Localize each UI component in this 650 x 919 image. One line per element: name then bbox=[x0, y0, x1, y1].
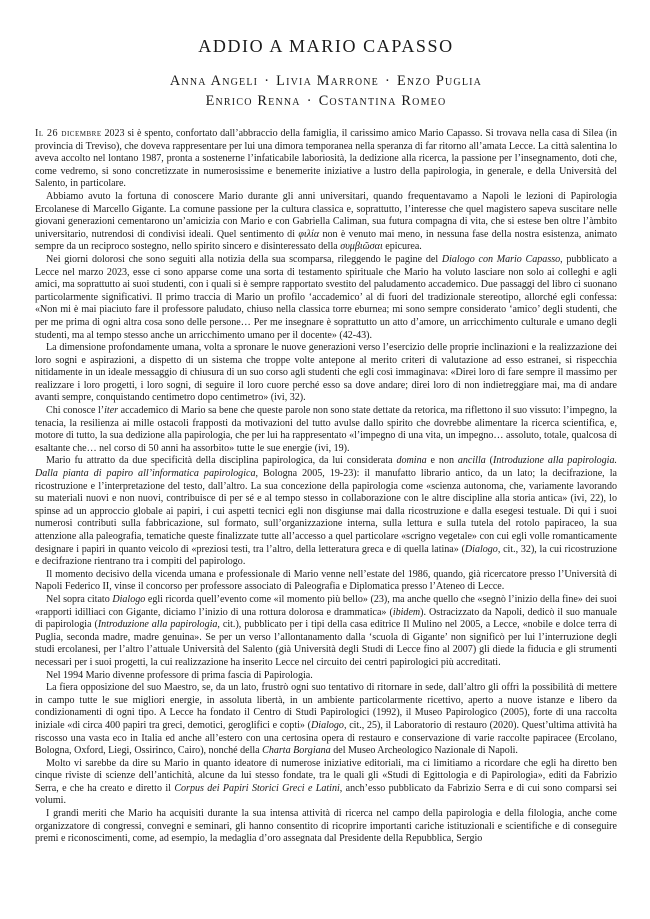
article-title: ADDIO A MARIO CAPASSO bbox=[198, 36, 454, 56]
text-run: , cit., 32), la cui ricostruzione e decifrazione rientrano tra i compiti del papirologo. bbox=[35, 543, 617, 568]
text-run: , cit., 25), il Laboratorio di restauro (2020). Quest’ultima attività ha riscosso una vasta eco in Italia ed anche all’estero con una certosina opera di restauro e conservazione di varie raccolte papiracee (Ercolano, Bologna, Oxford, Liegi, Ossirinco, Cairo), nonché della bbox=[35, 719, 617, 757]
paragraph bbox=[35, 670, 617, 683]
paragraph bbox=[35, 191, 617, 254]
italic-text: συμβιῶσαι bbox=[340, 241, 383, 253]
italic-text: domina bbox=[396, 455, 427, 467]
paragraph bbox=[35, 758, 617, 808]
text-run: Nel 1994 Mario divenne professore di prima fascia di Papirologia. bbox=[46, 669, 313, 681]
author-line-2 bbox=[35, 91, 617, 111]
paragraph bbox=[35, 405, 617, 455]
text-run: , pubblicato a Lecce nel marzo 2023, esse ci sono apparse come una sorta di testamento spirituale che Mario ha voluto lasciare non solo ai colleghi e agli amici, ma soprattutto ai suoi studenti, con i quali si è sempre rapportato svestito del paludamento accademico. Due passaggi del libro ci suonano particolarmente significativi. Il primo traccia di Mario un profilo ‘accademico’ al di fuori del tradizionale stereotipo, allorché egli confessa: «Non mi è mai piaciuto fare il professore paludato, chiuso nella classica torre eburnea; mi sono sempre considerato ‘amico’ degli studenti, che per me prima di ogni altra cosa sono delle persone… Per me insegnare è soprattutto un atto d’amore, un arricchimento culturale e umano degli studenti, ma al tempo stesso anche un arricchimento umano per il docente» (42-43). bbox=[35, 253, 617, 341]
text-run: ( bbox=[485, 455, 494, 467]
text-run: Chi conosce l’ bbox=[46, 405, 105, 417]
author-line-1 bbox=[35, 71, 617, 91]
text-run: del Museo Archeologico Nazionale di Napoli. bbox=[330, 745, 518, 757]
text-run: , anch’esso pubblicato da Fabrizio Serra e di cui sono comparsi sei volumi. bbox=[35, 782, 618, 807]
paragraph bbox=[35, 808, 617, 846]
author-list bbox=[35, 71, 617, 111]
italic-text: ibidem bbox=[392, 606, 421, 618]
article-body bbox=[35, 128, 617, 846]
text-run: La dimensione profondamente umana, volta a spronare le nuove generazioni verso l’esercizio delle proprie inclinazioni e la realizzazione dei loro sogni e aspirazioni, a dispetto di un sistema che troppe volte antepone al merito criteri di valutazione ad esso estranei, si rispecchia nitidamente in un ideale messaggio di chiusura di un suo corso agli studenti che egli così immaginava: «Direi loro di fare sempre il massimo per realizzare i loro progetti, i loro sogni, di seguire il loro cuore perché esso sa dove andare; direi loro di non indietreggiare mai, ma di andare avanti sempre, conquistando centimetro dopo centimetro» (ivi, 32). bbox=[35, 342, 617, 404]
paragraph bbox=[35, 682, 617, 758]
text-run: Mario fu attratto da due specificità della disciplina papirologica, da lui considerata bbox=[46, 455, 397, 467]
italic-text: iter bbox=[104, 405, 119, 417]
author-separator: · bbox=[385, 73, 391, 89]
text-run: , cit.), pubblicato per i tipi della casa editrice Il Mulino nel 2005, a Lecce, «nobile e dolce terra di Puglia, seconda madre, madre genuina». Se per un verso l’allontanamento dalla ‘scuola di Gigante’ non significò per lui l’interruzione degli studi ercolanesi, per l’altro l’attuale Università del Salento (già Università degli Studi di Lecce fino al 2007) gli diede la fiducia e gli strumenti necessari per i suoi progetti, la cui realizzazione ha inserito Lecce nel circuito dei centri papirologici più accreditati. bbox=[35, 619, 617, 668]
italic-text: Dialogo bbox=[311, 719, 344, 731]
author-name: Costantina Romeo bbox=[318, 93, 447, 109]
text-run: non è venuto mai meno, in nessuna fase della nostra esistenza, animato sempre da un reciproco sostegno, nello spirito sincero e disinteressato della bbox=[35, 228, 617, 253]
text-run: Nei giorni dolorosi che sono seguiti alla notizia della sua scomparsa, rileggendo le pagine del bbox=[46, 253, 442, 265]
author-separator: · bbox=[306, 93, 313, 109]
author-name: Enrico Renna bbox=[205, 93, 301, 109]
italic-text: Dialogo con Mario Capasso bbox=[441, 253, 561, 265]
text-run: epicurea. bbox=[382, 241, 422, 253]
text-run: , Bologna 2005, 19-23): il manufatto librario antico, da un lato; la decifrazione, la ricostruzione e l’interpretazione del testo, dall’altro. La sua concezione della papirologia come «scienza autonoma, che, variamente lavorando su materiali nuovi e non nuovi, contribuisce di per sé e al tempo stesso in collaborazione con le altre discipline alla storia antica» (ivi, 22), lo spinse ad un approccio globale ai papiri, i cui aspetti tecnici egli non disgiunse mai dalla ricostruzione e dalla esegesi testuale. Di qui i suoi numerosi contributi sulla fabbricazione, sul formato, sull’organizzazione interna, sulla lettura e sulla tutela del rotolo papiraceo, la sua attenzione alla paleografia, tematiche queste finalizzate tutte all’accesso a quel particolare «scrigno vegetale» con cui egli volle romanticamente designare i papiri in quanto veicolo di «preziosi testi, tra l’altro, della letteratura greca e di quella latina» ( bbox=[35, 468, 617, 555]
text-run: 2023 si è spento, confortato dall’abbraccio della famiglia, il carissimo amico Mario Capasso. Si trovava nella casa di Silea (in provincia di Treviso), che doveva rappresentare per lui una dimora temporanea nella speranza di far ritorno all’amata Lecce. La città salentina lo aveva accolto nel lontano 1987, pronta a sostenerne l’infaticabile laboriosità, la dedizione alla ricerca, la passione per l’insegnamento, doti che, come vedremo, si sono concretizzate in numerosissime e benemerite iniziative a lustro della papirologia, in generale, e della Università del Salento, in particolare. bbox=[35, 128, 617, 190]
italic-text: Dialogo bbox=[112, 593, 146, 605]
italic-text: Charta Borgiana bbox=[262, 745, 331, 757]
paragraph-lead-in: Il 26 dicembre bbox=[35, 128, 102, 139]
text-run: accademico di Mario sa bene che queste parole non sono state dettate da retorica, ma riflettono il suo vissuto: l’impegno, la tenacia, la resilienza ai mille ostacoli frapposti da motivazioni del tutto avulse dallo spirito che dovrebbe alimentare la ricerca scientifica, e, motore di tutto, la sua dedizione alla papirologia, che per lui ha rappresentato «l’impegno di una vita, un impegno… assoluto, totale, qualcosa di esaltante che… nel corso di 50 anni ha assorbito» tutte le sue energie (ivi, 19). bbox=[35, 405, 617, 454]
text-run: ). Ostracizzato da Napoli, dedicò il suo manuale di papirologia ( bbox=[35, 606, 617, 631]
text-run: Molto vi sarebbe da dire su Mario in quanto ideatore di numerose iniziative editoriali, ma ci limitiamo a ricordare che egli ha diretto ben cinque riviste di scienze dell’antichità, alcune da lui stesso fondate, tra le quali gli «Studi di Egittologia e di Papirologia», editi da Fabrizio Serra, e che ha creato e diretto il bbox=[35, 757, 617, 794]
paragraph bbox=[35, 569, 617, 594]
text-run: I grandi meriti che Mario ha acquisiti durante la sua intensa attività di ricerca nel campo della papirologia e della filologia, anche come organizzatore di congressi, convegni e seminari, gli hanno consentito di ricoprire importanti cariche istituzionali e scientifiche e di conseguire premi e riconoscimenti, come, ad esempio, la medaglia d’oro assegnata dal Presidente della Repubblica, Sergio bbox=[35, 808, 617, 845]
paragraph bbox=[35, 455, 617, 568]
italic-text: ancilla bbox=[457, 455, 486, 467]
text-run: Nel sopra citato bbox=[46, 593, 113, 605]
text-run: Abbiamo avuto la fortuna di conoscere Mario durante gli anni universitari, quando frequentavamo a Napoli le lezioni di Papirologia Ercolanese di Marcello Gigante. La comune passione per la cultura classica e, soprattutto, l’interesse che quel magistero sapeva suscitare nelle giovani generazioni cementarono un’amicizia con Mario e con Gabriella Caliman, sua futura compagna di vita, che si estese ben oltre l’àmbito universitario, nutrendosi di condivisi ideali. Quel sentimento di bbox=[35, 190, 617, 240]
italic-text: Dialogo bbox=[464, 543, 498, 555]
paragraph bbox=[35, 594, 617, 670]
author-name: Livia Marrone bbox=[276, 73, 379, 89]
text-run: e non bbox=[426, 455, 458, 467]
text-run: La fiera opposizione del suo Maestro, se, da un lato, frustrò ogni suo tentativo di ritornare in sede, dall’altro gli offrì la possibilità di mettere in campo tutte le sue migliori energie, in assoluta libertà, in un ambiente particolarmente ricettivo, aperto a nuove istanze e libero da condizionamenti di ogni tipo. A Lecce ha fondato il Centro di Studi Papirologici (1992), il Museo Papirologico (2005), forte di una raccolta iniziale «di circa 400 papiri tra greci, demotici, geroglifici e copti» ( bbox=[35, 682, 617, 731]
italic-text: Introduzione alla papirologia. Dalla pianta di papiro all’informatica papirologica bbox=[35, 455, 618, 480]
italic-text: φιλία bbox=[298, 228, 320, 240]
italic-text: Introduzione alla papirologia bbox=[97, 619, 218, 631]
paragraph bbox=[35, 128, 617, 191]
italic-text: Corpus dei Papiri Storici Greci e Latini bbox=[174, 782, 340, 794]
paragraph bbox=[35, 342, 617, 405]
author-separator: · bbox=[264, 73, 271, 89]
author-name: Enzo Puglia bbox=[396, 73, 483, 89]
text-run: egli ricorda quell’evento come «il momento più bello» (23), ma anche quello che «segnò l’inizio della fine» dei suoi «rapporti idilliaci con Gigante, diciamo l’inizio di una rottura dolorosa e drammatica» ( bbox=[35, 593, 618, 618]
author-name: Anna Angeli bbox=[169, 73, 259, 89]
paragraph bbox=[35, 254, 617, 342]
text-run: Il momento decisivo della vicenda umana e professionale di Mario venne nell’estate del 1986, quando, già ricercatore presso l’Università di Napoli Federico II, vinse il concorso per professore associato di Paleografia e Diplomatica presso l’Ateneo di Lecce. bbox=[35, 568, 617, 593]
